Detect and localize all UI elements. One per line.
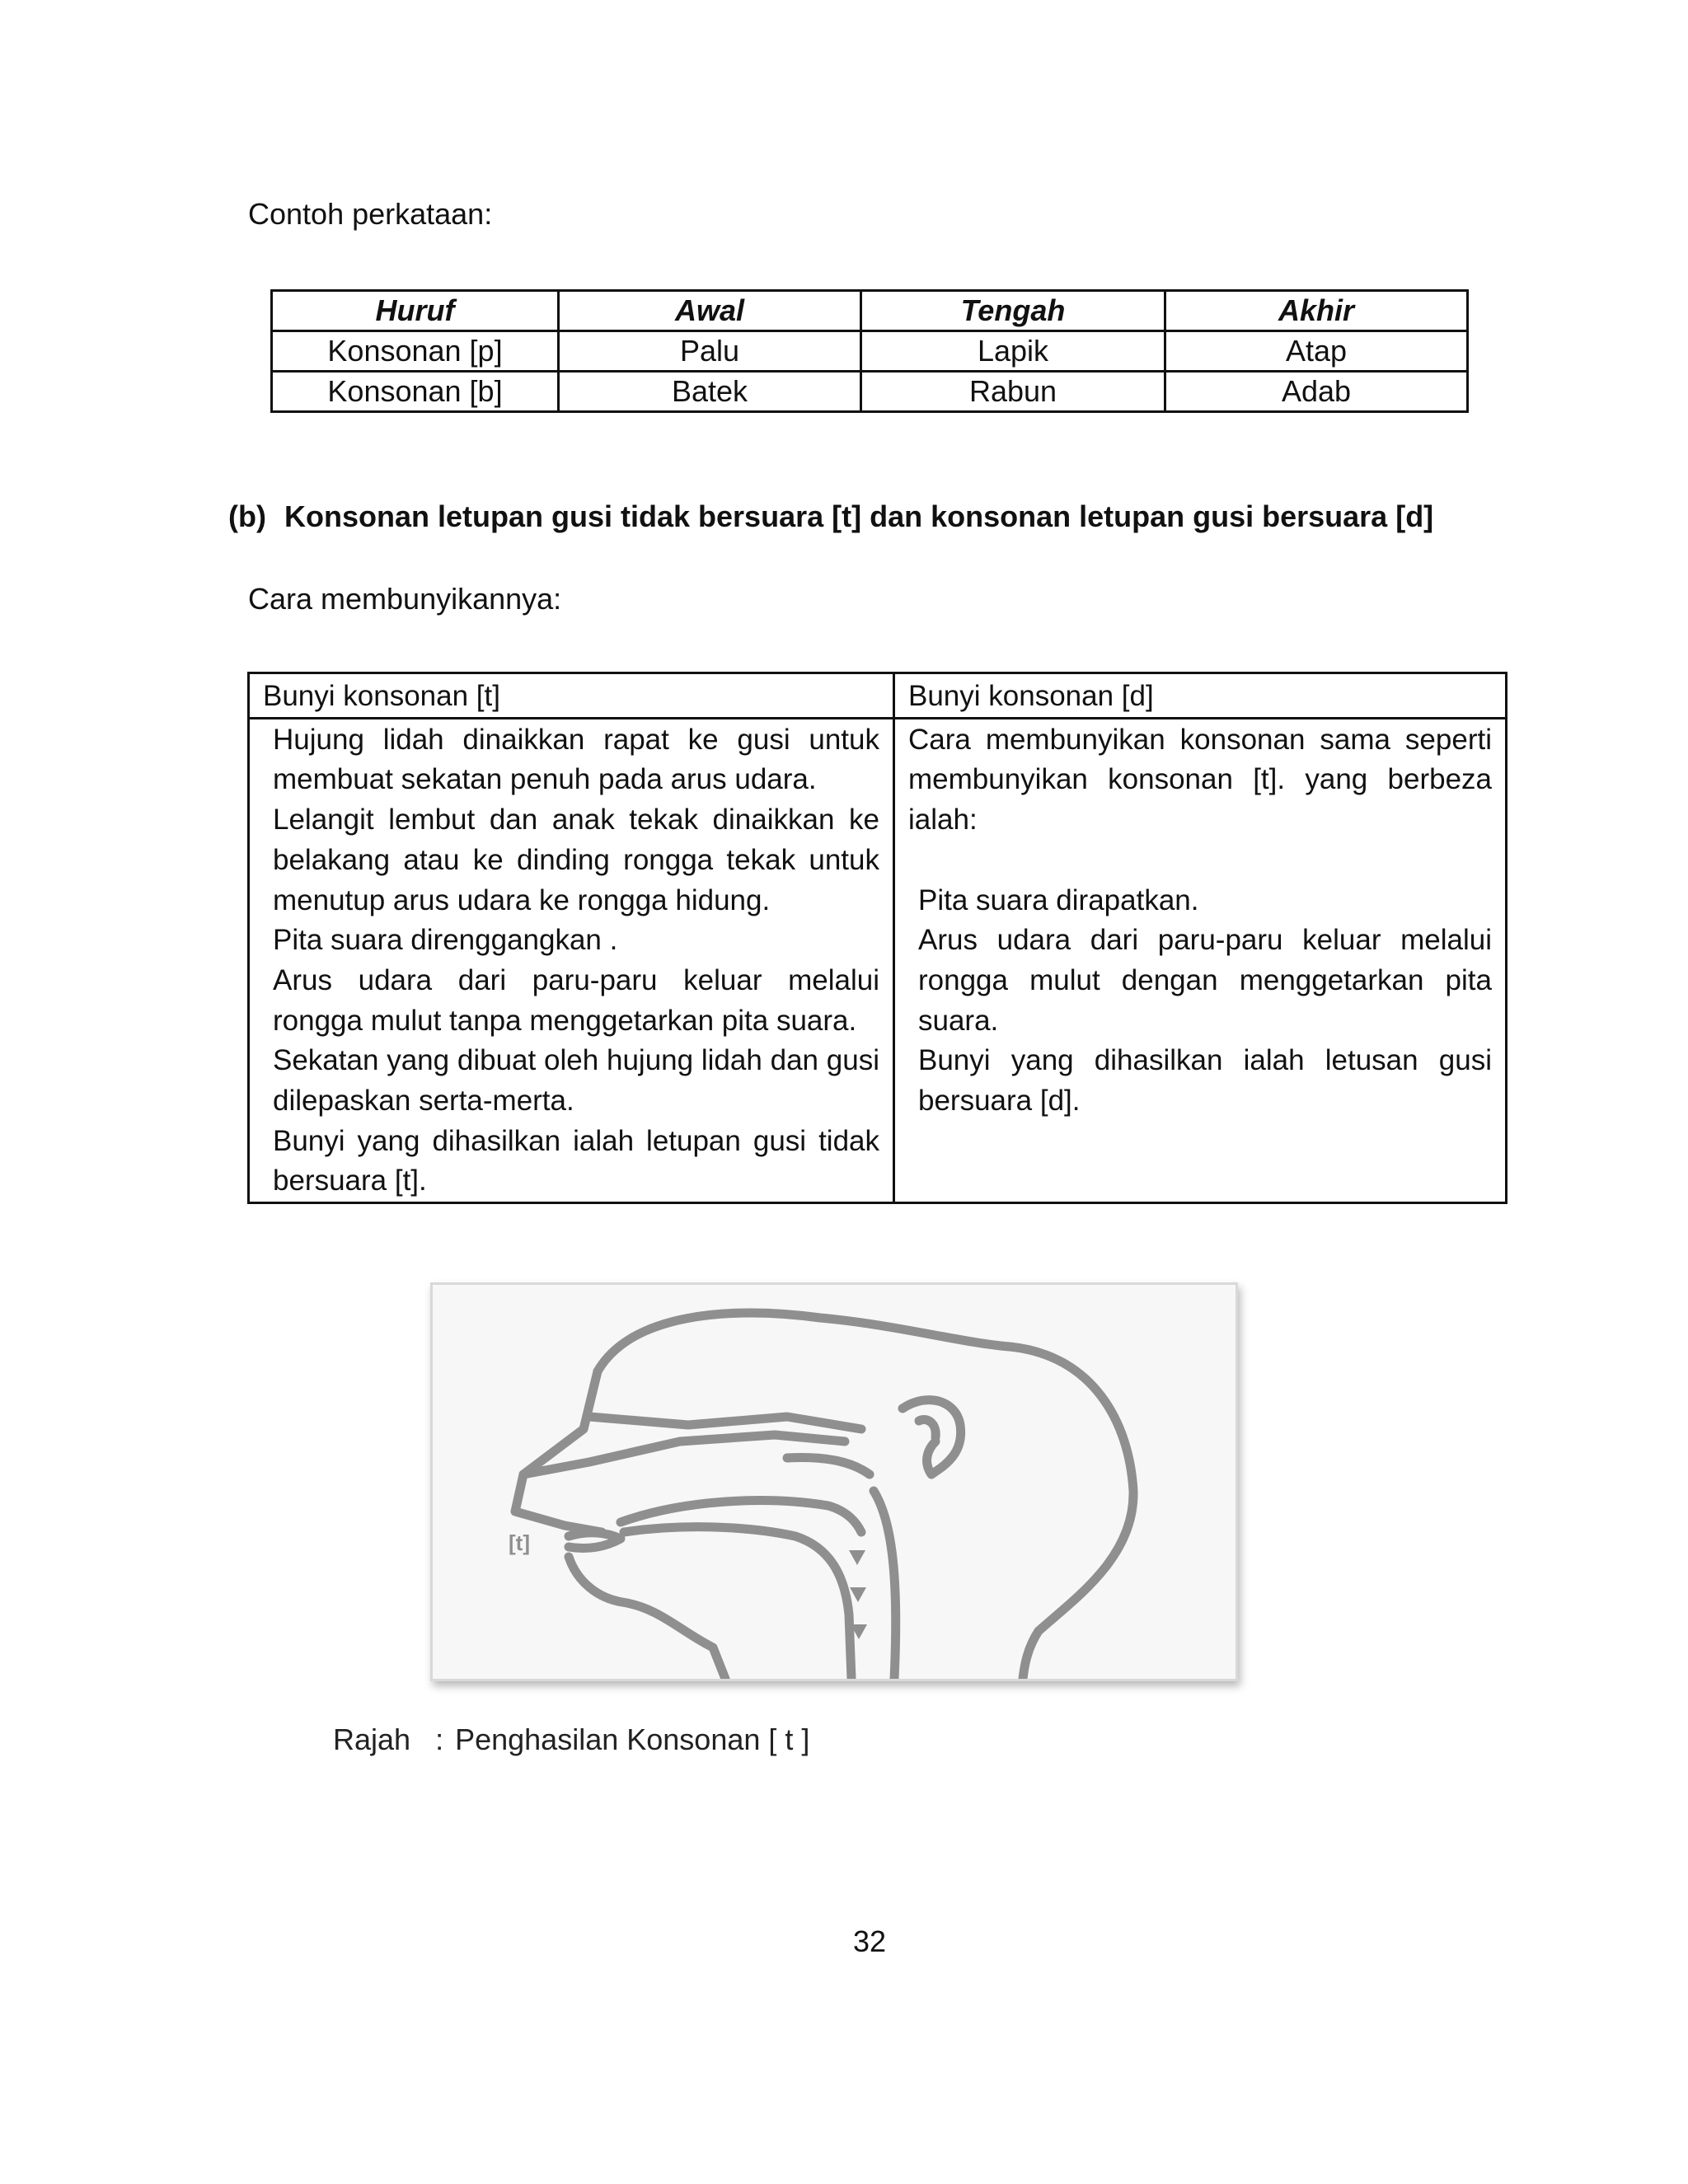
table-header-row: [272, 291, 1468, 331]
d-step: Pita suara dirapatkan.: [918, 883, 1199, 916]
method-label: Cara membunyikannya:: [248, 582, 562, 616]
consonant-t-steps: [249, 718, 894, 1202]
head-cross-section-figure: [430, 1282, 1238, 1681]
table-row: [249, 718, 1507, 1202]
page-number: 32: [852, 1924, 887, 1958]
t-step: Lelangit lembut dan anak tekak dinaikkan ke belakang atau ke dinding rongga tekak untuk menutup arus udara ke rongga hidung.: [273, 804, 879, 916]
d-intro: Cara membunyikan konsonan sama seperti membunyikan konsonan [t]. yang berbeza ialah:: [908, 723, 1492, 837]
figure-caption: [333, 1722, 809, 1758]
table-header-row: [249, 673, 1507, 719]
table-cell: Palu: [559, 331, 861, 372]
table-cell: Adab: [1165, 372, 1468, 412]
head-outline: [515, 1313, 1133, 1679]
d-step: Bunyi yang dihasilkan ialah letusan gusi bersuara [d].: [918, 1044, 1492, 1118]
table-row: [272, 372, 1468, 412]
t-step: Sekatan yang dibuat oleh hujung lidah dan gusi dilepaskan serta-merta.: [273, 1044, 879, 1118]
column-header-akhir: Akhir: [1165, 291, 1468, 331]
table-row: [272, 331, 1468, 372]
table-cell: Konsonan [p]: [272, 331, 559, 372]
d-step: Arus udara dari paru-paru keluar melalui rongga mulut dengan menggetarkan pita suara.: [918, 924, 1492, 1037]
t-step: Arus udara dari paru-paru keluar melalui rongga mulut tanpa menggetarkan pita suara.: [273, 963, 879, 1037]
caption-separator: :: [435, 1722, 444, 1756]
column-header-tengah: Tengah: [861, 291, 1165, 331]
consonant-symbol-label: [t]: [509, 1530, 530, 1555]
consonant-d-steps: [894, 718, 1507, 1202]
t-step: Pita suara direnggangkan .: [273, 924, 618, 957]
caption-text: Penghasilan Konsonan [ t ]: [455, 1722, 810, 1756]
t-step: Hujung lidah dinaikkan rapat ke gusi untuk membuat sekatan penuh pada arus udara.: [273, 723, 879, 796]
t-step: Bunyi yang dihasilkan ialah letupan gusi tidak bersuara [t].: [273, 1124, 879, 1197]
head-cross-section-illustration: [433, 1285, 1236, 1679]
column-header-consonant-t: Bunyi konsonan [t]: [249, 673, 894, 719]
table-cell: Rabun: [861, 372, 1165, 412]
table-cell: Konsonan [b]: [272, 372, 559, 412]
table-cell: Lapik: [861, 331, 1165, 372]
column-header-huruf: Huruf: [272, 291, 559, 331]
table-cell: Batek: [559, 372, 861, 412]
caption-prefix: Rajah: [333, 1722, 411, 1756]
section-b-label: (b): [228, 499, 266, 533]
section-b-title: Konsonan letupan gusi tidak bersuara [t] dan konsonan letupan gusi bersuara [d]: [284, 499, 1434, 533]
airflow-arrows: [849, 1550, 867, 1639]
column-header-awal: Awal: [559, 291, 861, 331]
column-header-consonant-d: Bunyi konsonan [d]: [894, 673, 1507, 719]
consonant-description-table: [247, 672, 1507, 1204]
section-b-heading: [228, 499, 1433, 535]
example-words-table: [270, 289, 1469, 413]
table-cell: Atap: [1165, 331, 1468, 372]
intro-label: Contoh perkataan:: [248, 197, 493, 231]
